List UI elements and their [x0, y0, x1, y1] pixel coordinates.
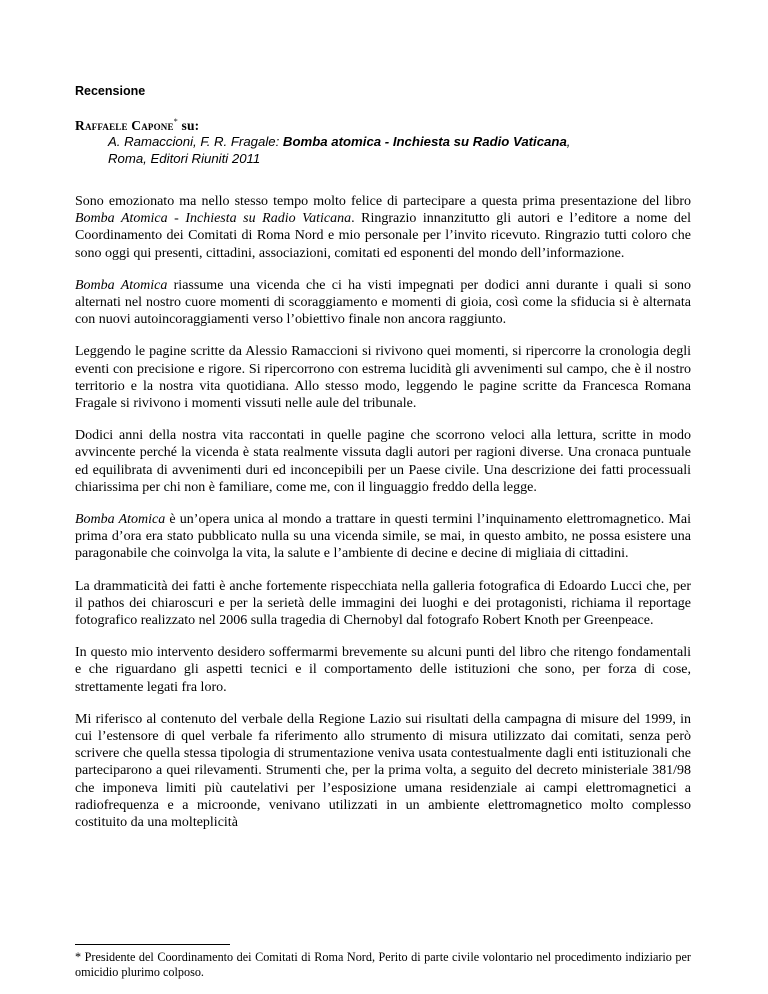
paragraph-text: . Ringrazio innanzitutto gli autori e l’editore a nome del Coordinamento dei Comitati di Roma Nord e mio personale per l’invito ricevuto. Ringrazio tutti coloro che sono oggi qui presenti, cittadini, associazioni, comitati ed esponenti del mondo dell’informazione.	[75, 211, 691, 261]
article-body	[75, 193, 691, 846]
book-citation	[108, 133, 668, 167]
footnote-text: Presidente del Coordinamento dei Comitati di Roma Nord, Perito di parte civile volontario nel procedimento indiziario per omicidio plurimo colposo.	[75, 950, 691, 979]
author-suffix: su:	[177, 118, 200, 133]
paragraph-text: è un’opera unica al mondo a trattare in questi termini l’inquinamento elettromagnetico. Mai prima d’ora era stato pubblicato nulla su una vicenda simile, se mai, in questo ambito, ne possa esistere una paragonabile che coinvolga la vita, la salute e l’ambiente di decine e decine di migliaia di cittadini.	[75, 512, 691, 562]
paragraph-6: La drammaticità dei fatti è anche fortemente rispecchiata nella galleria fotografica di Edoardo Lucci che, per il pathos dei chiaroscuri e per la serietà delle immagini dei luoghi e dei protagonisti, richiama il reportage fotografico realizzato nel 2006 sulla tragedia di Chernobyl dal fotografo Robert Knoth per Greenpeace.	[75, 578, 691, 629]
paragraph-5	[75, 511, 691, 563]
paragraph-2	[75, 277, 691, 329]
author-line	[75, 117, 199, 134]
citation-publisher: Roma, Editori Riuniti 2011	[108, 151, 261, 166]
book-title-italic: Bomba Atomica	[75, 277, 168, 293]
paragraph-1	[75, 193, 691, 262]
paragraph-8: Mi riferisco al contenuto del verbale della Regione Lazio sui risultati della campagna di misure del 1999, in cui l’estensore di quel verbale fa riferimento allo strumento di misura utilizzato dai comitati, senza però scrivere che quella stessa tipologia di strumentazione veniva usata contestualmente dagli enti istituzionali che parteciparono a quei rilevamenti. Strumenti che, per la prima volta, a seguito del decreto ministeriale 381/98 che imponeva limiti più cautelativi per l’esposizione umana residenziale ai campi elettromagnetici a radiofrequenza e a microonde, venivano utilizzati in un ambiente elettromagnetico molto complesso costituito da una molteplicità	[75, 711, 691, 831]
citation-authors: A. Ramaccioni, F. R. Fragale:	[108, 134, 283, 149]
footnote-mark: *	[75, 950, 82, 964]
book-title-italic: Bomba Atomica - Inchiesta su Radio Vaticana	[75, 211, 352, 227]
section-label: Recensione	[75, 84, 146, 98]
paragraph-3: Leggendo le pagine scritte da Alessio Ramaccioni si rivivono quei momenti, si ripercorre la cronologia degli eventi con precisione e rigore. Si ripercorrono con estrema lucidità gli avvenimenti sul campo, che è il nostro territorio e la nostra vita quotidiana. Allo stesso modo, leggendo le pagine scritte da Francesca Romana Fragale si rivivono i momenti vissuti nelle aule del tribunale.	[75, 344, 691, 412]
footnote	[75, 950, 691, 980]
citation-title: Bomba atomica - Inchiesta su Radio Vaticana	[282, 134, 567, 149]
paragraph-7: In questo mio intervento desidero soffermarmi brevemente su alcuni punti del libro che ritengo fondamentali e che riguardano gli aspetti tecnici e il comportamento delle istituzioni che sono, per forza di cose, strettamente legati fra loro.	[75, 645, 691, 695]
footnote-divider	[75, 944, 230, 945]
book-title-italic: Bomba Atomica	[75, 512, 166, 528]
paragraph-4: Dodici anni della nostra vita raccontati in quelle pagine che scorrono veloci alla lettura, scritte in modo avvincente perché la vicenda è stata realmente vissuta dagli autori per ragioni diverse. Una cronaca puntuale ed equilibrata di avvenimenti duri ed inconcepibili per un Paese civile. Una descrizione dei fatti processuali chiarissima per chi non è familiare, come me, con il linguaggio freddo della legge.	[75, 428, 691, 495]
author-name: Raffaele Capone	[75, 118, 174, 133]
paragraph-text: riassume una vicenda che ci ha visti impegnati per dodici anni durante i quali si sono alternati nel nostro cuore momenti di scoraggiamento e momenti di gioia, così come la sfiducia si è alternata con nuovi autoincoraggiamenti verso l’obiettivo finale non ancora raggiunto.	[75, 277, 691, 328]
citation-comma: ,	[566, 134, 571, 149]
paragraph-text: Sono emozionato ma nello stesso tempo molto felice di partecipare a questa prima presentazione del libro	[75, 194, 691, 209]
footnote-marker[interactable]: *	[173, 117, 178, 126]
